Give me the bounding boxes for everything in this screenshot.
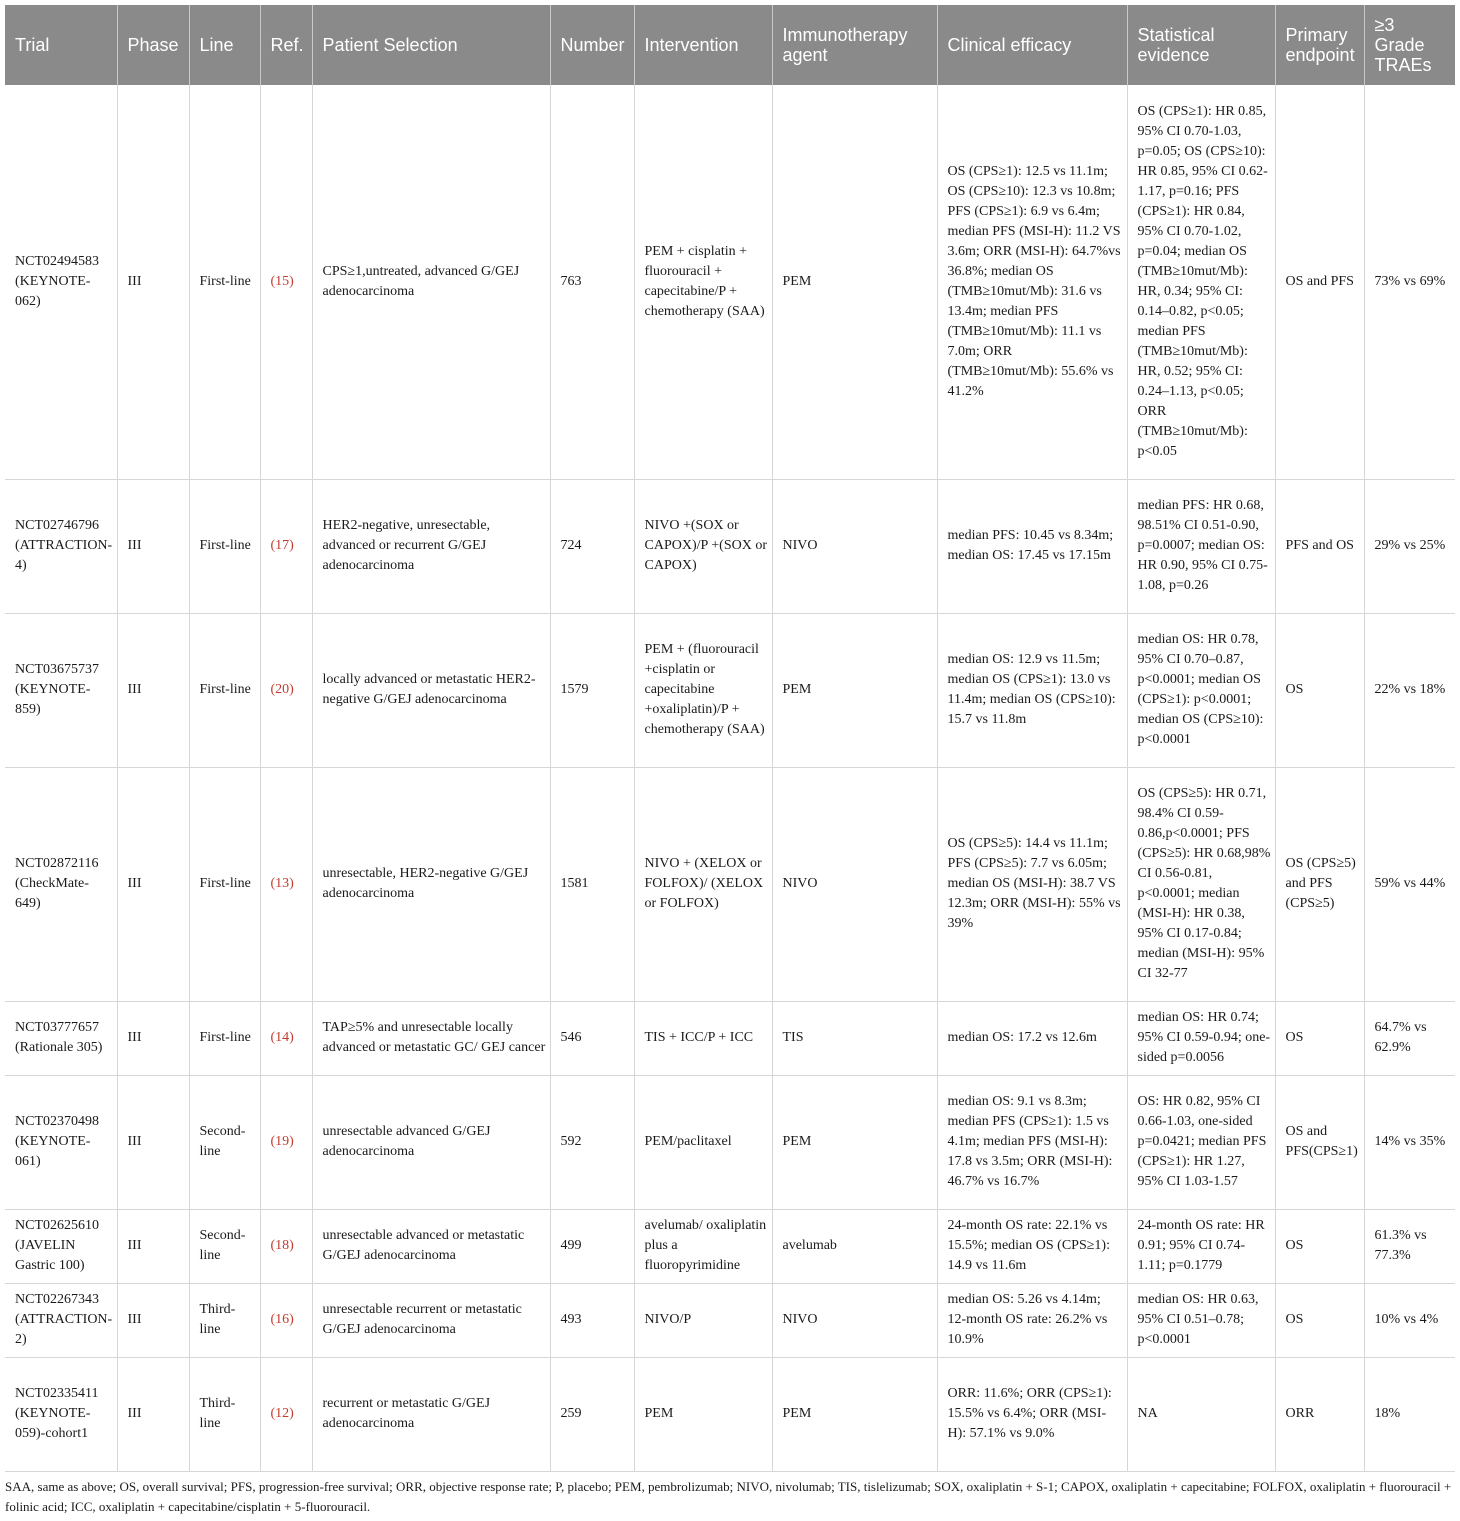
agent-cell: NIVO bbox=[772, 1283, 937, 1357]
agent-cell: NIVO bbox=[772, 767, 937, 1001]
primary-endpoint-cell: ORR bbox=[1275, 1357, 1364, 1471]
reference-link[interactable]: 16 bbox=[275, 1312, 290, 1327]
header-grade3-traes: ≥3 Grade TRAEs bbox=[1364, 5, 1455, 85]
traes-cell: 18% bbox=[1364, 1357, 1455, 1471]
table-row bbox=[5, 479, 1455, 613]
intervention-cell: NIVO/P bbox=[634, 1283, 772, 1357]
header-primary-endpoint: Primary endpoint bbox=[1275, 5, 1364, 85]
reference-link[interactable]: 17 bbox=[275, 538, 290, 553]
intervention-cell: PEM + (fluorouracil +cisplatin or capecitabine +oxaliplatin)/P + chemotherapy (SAA) bbox=[634, 613, 772, 767]
primary-endpoint-cell: OS bbox=[1275, 1209, 1364, 1283]
ref-open-paren: ( bbox=[270, 538, 276, 553]
line-cell: First-line bbox=[189, 767, 260, 1001]
trial-cell: NCT02335411 (KEYNOTE-059)-cohort1 bbox=[5, 1357, 117, 1471]
intervention-cell: NIVO + (XELOX or FOLFOX)/ (XELOX or FOLFOX) bbox=[634, 767, 772, 1001]
header-statistical-evidence: Statistical evidence bbox=[1127, 5, 1275, 85]
traes-cell: 59% vs 44% bbox=[1364, 767, 1455, 1001]
ref-open-paren: ( bbox=[270, 1134, 276, 1149]
statistical-evidence-cell: OS (CPS≥5): HR 0.71, 98.4% CI 0.59-0.86,p<0.0001; PFS (CPS≥5): HR 0.68,98% CI 0.56-0.81, p<0.0001; median (MSI-H): HR 0.38, 95% CI 0.17-0.84; median (MSI-H): 95% CI 32-77 bbox=[1127, 767, 1275, 1001]
ref-open-paren: ( bbox=[270, 1406, 276, 1421]
ref-open-paren: ( bbox=[270, 1030, 276, 1045]
header-trial: Trial bbox=[5, 5, 117, 85]
primary-endpoint-cell: OS and PFS bbox=[1275, 85, 1364, 479]
ref-close-paren: ) bbox=[289, 1134, 294, 1149]
header-intervention: Intervention bbox=[634, 5, 772, 85]
intervention-cell: PEM/paclitaxel bbox=[634, 1075, 772, 1209]
immunotherapy-trials-table bbox=[5, 5, 1455, 1472]
table-row bbox=[5, 767, 1455, 1001]
phase-cell: III bbox=[117, 1283, 189, 1357]
number-cell: 259 bbox=[550, 1357, 634, 1471]
reference-link[interactable]: 15 bbox=[275, 273, 290, 289]
agent-cell: PEM bbox=[772, 85, 937, 479]
trial-cell: NCT03777657 (Rationale 305) bbox=[5, 1001, 117, 1075]
phase-cell: III bbox=[117, 85, 189, 479]
statistical-evidence-cell: median OS: HR 0.63, 95% CI 0.51–0.78; p<0.0001 bbox=[1127, 1283, 1275, 1357]
agent-cell: PEM bbox=[772, 1357, 937, 1471]
table-row bbox=[5, 1209, 1455, 1283]
reference-link[interactable]: 14 bbox=[275, 1030, 290, 1045]
traes-cell: 10% vs 4% bbox=[1364, 1283, 1455, 1357]
reference-link[interactable]: 19 bbox=[275, 1134, 290, 1149]
number-cell: 499 bbox=[550, 1209, 634, 1283]
primary-endpoint-cell: PFS and OS bbox=[1275, 479, 1364, 613]
reference-link[interactable]: 13 bbox=[275, 876, 290, 891]
table-row bbox=[5, 1001, 1455, 1075]
header-number: Number bbox=[550, 5, 634, 85]
table-row bbox=[5, 1075, 1455, 1209]
header-clinical-efficacy: Clinical efficacy bbox=[937, 5, 1127, 85]
trials-table-container bbox=[5, 5, 1455, 1472]
clinical-efficacy-cell: median OS: 5.26 vs 4.14m; 12-month OS rate: 26.2% vs 10.9% bbox=[937, 1283, 1127, 1357]
table-body bbox=[5, 85, 1455, 1471]
clinical-efficacy-cell: median PFS: 10.45 vs 8.34m; median OS: 17.45 vs 17.15m bbox=[937, 479, 1127, 613]
trial-cell: NCT02625610 (JAVELIN Gastric 100) bbox=[5, 1209, 117, 1283]
patient-selection-cell: unresectable recurrent or metastatic G/GEJ adenocarcinoma bbox=[312, 1283, 550, 1357]
patient-selection-cell: locally advanced or metastatic HER2-negative G/GEJ adenocarcinoma bbox=[312, 613, 550, 767]
traes-cell: 64.7% vs 62.9% bbox=[1364, 1001, 1455, 1075]
traes-cell: 14% vs 35% bbox=[1364, 1075, 1455, 1209]
phase-cell: III bbox=[117, 767, 189, 1001]
ref-open-paren: ( bbox=[270, 876, 276, 891]
reference-link[interactable]: 12 bbox=[275, 1406, 290, 1421]
number-cell: 724 bbox=[550, 479, 634, 613]
traes-cell: 29% vs 25% bbox=[1364, 479, 1455, 613]
trial-cell: NCT02494583 (KEYNOTE-062) bbox=[5, 85, 117, 479]
number-cell: 546 bbox=[550, 1001, 634, 1075]
number-cell: 592 bbox=[550, 1075, 634, 1209]
header-line: Line bbox=[189, 5, 260, 85]
trial-cell: NCT03675737 (KEYNOTE-859) bbox=[5, 613, 117, 767]
ref-cell bbox=[260, 1357, 312, 1471]
clinical-efficacy-cell: OS (CPS≥5): 14.4 vs 11.1m; PFS (CPS≥5): 7.7 vs 6.05m; median OS (MSI-H): 38.7 VS 12.3m; ORR (MSI-H): 55% vs 39% bbox=[937, 767, 1127, 1001]
line-cell: First-line bbox=[189, 85, 260, 479]
table-footnote: SAA, same as above; OS, overall survival; PFS, progression-free survival; ORR, objective response rate; P, placebo; PEM, pembrolizumab; NIVO, nivolumab; TIS, tislelizumab; SOX, oxaliplatin + S-1; CAPOX, oxaliplatin + capecitabine; FOLFOX, oxaliplatin + fluorouracil + folinic acid; ICC, oxaliplatin + capecitabine/cisplatin + 5-fluorouracil. bbox=[5, 1479, 1452, 1514]
traes-cell: 73% vs 69% bbox=[1364, 85, 1455, 479]
primary-endpoint-cell: OS bbox=[1275, 1283, 1364, 1357]
line-cell: Second-line bbox=[189, 1209, 260, 1283]
clinical-efficacy-cell: ORR: 11.6%; ORR (CPS≥1): 15.5% vs 6.4%; ORR (MSI-H): 57.1% vs 9.0% bbox=[937, 1357, 1127, 1471]
clinical-efficacy-cell: OS (CPS≥1): 12.5 vs 11.1m; OS (CPS≥10): 12.3 vs 10.8m; PFS (CPS≥1): 6.9 vs 6.4m; median PFS (MSI-H): 11.2 VS 3.6m; ORR (MSI-H): 64.7%vs 36.8%; median OS (TMB≥10mut/Mb): 31.6 vs 13.4m; median PFS (TMB≥10mut/Mb): 11.1 vs 7.0m; ORR (TMB≥10mut/Mb): 55.6% vs 41.2% bbox=[937, 85, 1127, 479]
header-ref: Ref. bbox=[260, 5, 312, 85]
ref-close-paren: ) bbox=[289, 273, 294, 289]
ref-close-paren: ) bbox=[289, 1312, 294, 1327]
header-phase: Phase bbox=[117, 5, 189, 85]
ref-close-paren: ) bbox=[289, 682, 294, 697]
ref-cell bbox=[260, 1283, 312, 1357]
header-immunotherapy-agent: Immunotherapy agent bbox=[772, 5, 937, 85]
statistical-evidence-cell: median OS: HR 0.78, 95% CI 0.70–0.87, p<0.0001; median OS (CPS≥1): p<0.0001; median OS (CPS≥10): p<0.0001 bbox=[1127, 613, 1275, 767]
intervention-cell: NIVO +(SOX or CAPOX)/P +(SOX or CAPOX) bbox=[634, 479, 772, 613]
phase-cell: III bbox=[117, 1209, 189, 1283]
statistical-evidence-cell: OS: HR 0.82, 95% CI 0.66-1.03, one-sided p=0.0421; median PFS (CPS≥1): HR 1.27, 95% CI 1.03-1.57 bbox=[1127, 1075, 1275, 1209]
ref-open-paren: ( bbox=[270, 682, 276, 697]
number-cell: 493 bbox=[550, 1283, 634, 1357]
patient-selection-cell: unresectable advanced G/GEJ adenocarcinoma bbox=[312, 1075, 550, 1209]
phase-cell: III bbox=[117, 613, 189, 767]
number-cell: 1579 bbox=[550, 613, 634, 767]
phase-cell: III bbox=[117, 1001, 189, 1075]
reference-link[interactable]: 20 bbox=[275, 682, 290, 697]
phase-cell: III bbox=[117, 1357, 189, 1471]
ref-close-paren: ) bbox=[289, 538, 294, 553]
ref-cell bbox=[260, 479, 312, 613]
agent-cell: NIVO bbox=[772, 479, 937, 613]
ref-open-paren: ( bbox=[270, 273, 276, 289]
trial-cell: NCT02746796 (ATTRACTION-4) bbox=[5, 479, 117, 613]
traes-cell: 61.3% vs 77.3% bbox=[1364, 1209, 1455, 1283]
intervention-cell: avelumab/ oxaliplatin plus a fluoropyrimidine bbox=[634, 1209, 772, 1283]
ref-cell bbox=[260, 1075, 312, 1209]
ref-cell bbox=[260, 613, 312, 767]
statistical-evidence-cell: median OS: HR 0.74; 95% CI 0.59-0.94; one-sided p=0.0056 bbox=[1127, 1001, 1275, 1075]
ref-cell bbox=[260, 85, 312, 479]
ref-close-paren: ) bbox=[289, 876, 294, 891]
trial-cell: NCT02370498 (KEYNOTE-061) bbox=[5, 1075, 117, 1209]
table-row bbox=[5, 85, 1455, 479]
line-cell: Third-line bbox=[189, 1357, 260, 1471]
clinical-efficacy-cell: median OS: 9.1 vs 8.3m; median PFS (CPS≥1): 1.5 vs 4.1m; median PFS (MSI-H): 17.8 vs 3.5m; ORR (MSI-H): 46.7% vs 16.7% bbox=[937, 1075, 1127, 1209]
phase-cell: III bbox=[117, 1075, 189, 1209]
primary-endpoint-cell: OS bbox=[1275, 1001, 1364, 1075]
line-cell: Third-line bbox=[189, 1283, 260, 1357]
ref-open-paren: ( bbox=[270, 1312, 276, 1327]
header-patient-selection: Patient Selection bbox=[312, 5, 550, 85]
ref-open-paren: ( bbox=[270, 1238, 276, 1253]
primary-endpoint-cell: OS and PFS(CPS≥1) bbox=[1275, 1075, 1364, 1209]
agent-cell: avelumab bbox=[772, 1209, 937, 1283]
statistical-evidence-cell: 24-month OS rate: HR 0.91; 95% CI 0.74-1.11; p=0.1779 bbox=[1127, 1209, 1275, 1283]
ref-close-paren: ) bbox=[289, 1238, 294, 1253]
line-cell: Second-line bbox=[189, 1075, 260, 1209]
phase-cell: III bbox=[117, 479, 189, 613]
ref-cell bbox=[260, 767, 312, 1001]
line-cell: First-line bbox=[189, 1001, 260, 1075]
statistical-evidence-cell: median PFS: HR 0.68, 98.51% CI 0.51-0.90, p=0.0007; median OS: HR 0.90, 95% CI 0.75-1.08, p=0.26 bbox=[1127, 479, 1275, 613]
primary-endpoint-cell: OS (CPS≥5) and PFS (CPS≥5) bbox=[1275, 767, 1364, 1001]
clinical-efficacy-cell: 24-month OS rate: 22.1% vs 15.5%; median OS (CPS≥1): 14.9 vs 11.6m bbox=[937, 1209, 1127, 1283]
line-cell: First-line bbox=[189, 613, 260, 767]
reference-link[interactable]: 18 bbox=[275, 1238, 290, 1253]
patient-selection-cell: unresectable advanced or metastatic G/GEJ adenocarcinoma bbox=[312, 1209, 550, 1283]
number-cell: 1581 bbox=[550, 767, 634, 1001]
statistical-evidence-cell: OS (CPS≥1): HR 0.85, 95% CI 0.70-1.03, p=0.05; OS (CPS≥10): HR 0.85, 95% CI 0.62-1.17, p=0.16; PFS (CPS≥1): HR 0.84, 95% CI 0.70-1.02, p=0.04; median OS (TMB≥10mut/Mb): HR, 0.34; 95% CI: 0.14–0.82, p<0.05; median PFS (TMB≥10mut/Mb): HR, 0.52; 95% CI: 0.24–1.13, p<0.05; ORR (TMB≥10mut/Mb): p<0.05 bbox=[1127, 85, 1275, 479]
patient-selection-cell: CPS≥1,untreated, advanced G/GEJ adenocarcinoma bbox=[312, 85, 550, 479]
traes-cell: 22% vs 18% bbox=[1364, 613, 1455, 767]
clinical-efficacy-cell: median OS: 12.9 vs 11.5m; median OS (CPS≥1): 13.0 vs 11.4m; median OS (CPS≥10): 15.7 vs 11.8m bbox=[937, 613, 1127, 767]
clinical-efficacy-cell: median OS: 17.2 vs 12.6m bbox=[937, 1001, 1127, 1075]
ref-close-paren: ) bbox=[289, 1030, 294, 1045]
header-row bbox=[5, 5, 1455, 85]
intervention-cell: TIS + ICC/P + ICC bbox=[634, 1001, 772, 1075]
ref-cell bbox=[260, 1209, 312, 1283]
table-row bbox=[5, 1357, 1455, 1471]
table-row bbox=[5, 1283, 1455, 1357]
patient-selection-cell: HER2-negative, unresectable, advanced or recurrent G/GEJ adenocarcinoma bbox=[312, 479, 550, 613]
patient-selection-cell: recurrent or metastatic G/GEJ adenocarcinoma bbox=[312, 1357, 550, 1471]
line-cell: First-line bbox=[189, 479, 260, 613]
ref-cell bbox=[260, 1001, 312, 1075]
trial-cell: NCT02267343 (ATTRACTION-2) bbox=[5, 1283, 117, 1357]
intervention-cell: PEM + cisplatin + fluorouracil + capecitabine/P + chemotherapy (SAA) bbox=[634, 85, 772, 479]
patient-selection-cell: TAP≥5% and unresectable locally advanced or metastatic GC/ GEJ cancer bbox=[312, 1001, 550, 1075]
patient-selection-cell: unresectable, HER2-negative G/GEJ adenocarcinoma bbox=[312, 767, 550, 1001]
agent-cell: PEM bbox=[772, 1075, 937, 1209]
number-cell: 763 bbox=[550, 85, 634, 479]
primary-endpoint-cell: OS bbox=[1275, 613, 1364, 767]
statistical-evidence-cell: NA bbox=[1127, 1357, 1275, 1471]
agent-cell: PEM bbox=[772, 613, 937, 767]
ref-close-paren: ) bbox=[289, 1406, 294, 1421]
trial-cell: NCT02872116 (CheckMate-649) bbox=[5, 767, 117, 1001]
table-row bbox=[5, 613, 1455, 767]
intervention-cell: PEM bbox=[634, 1357, 772, 1471]
agent-cell: TIS bbox=[772, 1001, 937, 1075]
